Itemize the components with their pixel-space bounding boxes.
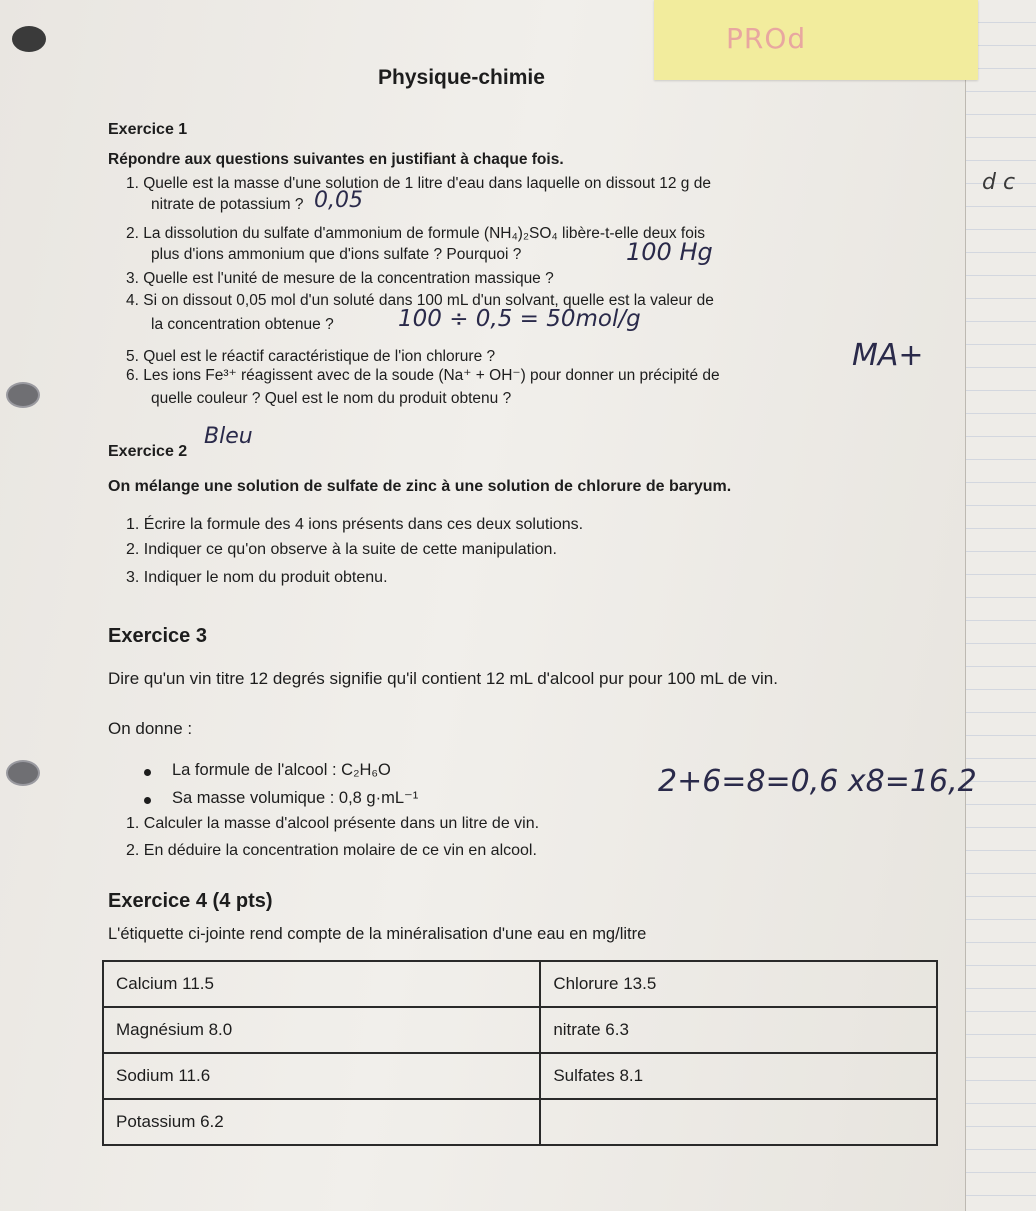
handwritten-answer: 0,05 <box>314 188 363 213</box>
table-cell: nitrate 6.3 <box>540 1007 937 1053</box>
given-item: La formule de l'alcool : C₂H₆O <box>172 761 391 779</box>
exercise-3-intro: Dire qu'un vin titre 12 degrés signifie qu'il contient 12 mL d'alcool pur pour 100 mL de vin. <box>108 669 778 688</box>
handwritten-answer: 100 ÷ 0,5 = 50mol/g <box>398 306 641 332</box>
table-cell: Potassium 6.2 <box>103 1099 540 1145</box>
table-row <box>103 1099 937 1145</box>
sticky-note-handwriting: PROd <box>726 22 807 55</box>
question-line: 4. Si on dissout 0,05 mol d'un soluté dans 100 mL d'un solvant, quelle est la valeur de <box>126 292 714 309</box>
question-line: 2. La dissolution du sulfate d'ammonium de formule (NH₄)₂SO₄ libère-t-elle deux fois <box>126 225 706 242</box>
question-line: 3. Quelle est l'unité de mesure de la concentration massique ? <box>126 270 554 287</box>
exercise-4-heading: Exercice 4 (4 pts) <box>108 890 273 912</box>
exercise-4-intro: L'étiquette ci-jointe rend compte de la minéralisation d'une eau en mg/litre <box>108 925 647 943</box>
question-line: quelle couleur ? Quel est le nom du produit obtenu ? <box>151 390 512 407</box>
question-line: la concentration obtenue ? <box>151 316 334 333</box>
bullet-point <box>144 797 151 804</box>
question-line: plus d'ions ammonium que d'ions sulfate ? Pourquoi ? <box>151 246 522 263</box>
question-line: 2. En déduire la concentration molaire de ce vin en alcool. <box>126 842 537 859</box>
handwritten-answer: 100 Hg <box>626 238 713 266</box>
question-line: 1. Calculer la masse d'alcool présente dans un litre de vin. <box>126 815 540 832</box>
table-row <box>103 1053 937 1099</box>
bullet-point <box>144 769 151 776</box>
question-line: 5. Quel est le réactif caractéristique de l'ion chlorure ? <box>126 348 496 365</box>
exercise-2-heading: Exercice 2 <box>108 443 188 460</box>
question-line: 1. Quelle est la masse d'une solution de 1 litre d'eau dans laquelle on dissout 12 g de <box>126 175 711 192</box>
handwritten-answer: Bleu <box>204 424 253 449</box>
table-row <box>103 1007 937 1053</box>
question-line: nitrate de potassium ? <box>151 196 304 213</box>
on-donne-label: On donne : <box>108 719 193 738</box>
table-cell: Chlorure 13.5 <box>540 961 937 1007</box>
table-cell: Calcium 11.5 <box>103 961 540 1007</box>
page-title: Physique-chimie <box>378 66 545 89</box>
handwritten-calculation: 2+6=8=0,6 x8=16,2 <box>658 764 977 799</box>
margin-handwriting: d c <box>982 170 1016 195</box>
sticky-note <box>654 0 978 80</box>
exercise-2-intro: On mélange une solution de sulfate de zinc à une solution de chlorure de baryum. <box>108 478 732 495</box>
table-cell: Magnésium 8.0 <box>103 1007 540 1053</box>
table-cell: Sodium 11.6 <box>103 1053 540 1099</box>
exercise-1-intro: Répondre aux questions suivantes en justifiant à chaque fois. <box>108 151 564 168</box>
punch-hole <box>12 26 46 52</box>
punch-hole <box>6 760 40 786</box>
table-row <box>103 961 937 1007</box>
question-line: 3. Indiquer le nom du produit obtenu. <box>126 569 388 586</box>
table-cell <box>540 1099 937 1145</box>
exercise-3-heading: Exercice 3 <box>108 625 207 647</box>
question-line: 6. Les ions Fe³⁺ réagissent avec de la soude (Na⁺ + OH⁻) pour donner un précipité de <box>126 367 720 384</box>
exercise-1-heading: Exercice 1 <box>108 121 188 138</box>
punch-hole <box>6 382 40 408</box>
mineralization-table <box>102 960 938 1146</box>
table-cell: Sulfates 8.1 <box>540 1053 937 1099</box>
handwritten-answer: MA+ <box>852 338 924 373</box>
given-item: Sa masse volumique : 0,8 g·mL⁻¹ <box>172 789 419 807</box>
question-line: 1. Écrire la formule des 4 ions présents dans ces deux solutions. <box>126 516 584 533</box>
question-line: 2. Indiquer ce qu'on observe à la suite de cette manipulation. <box>126 541 557 558</box>
